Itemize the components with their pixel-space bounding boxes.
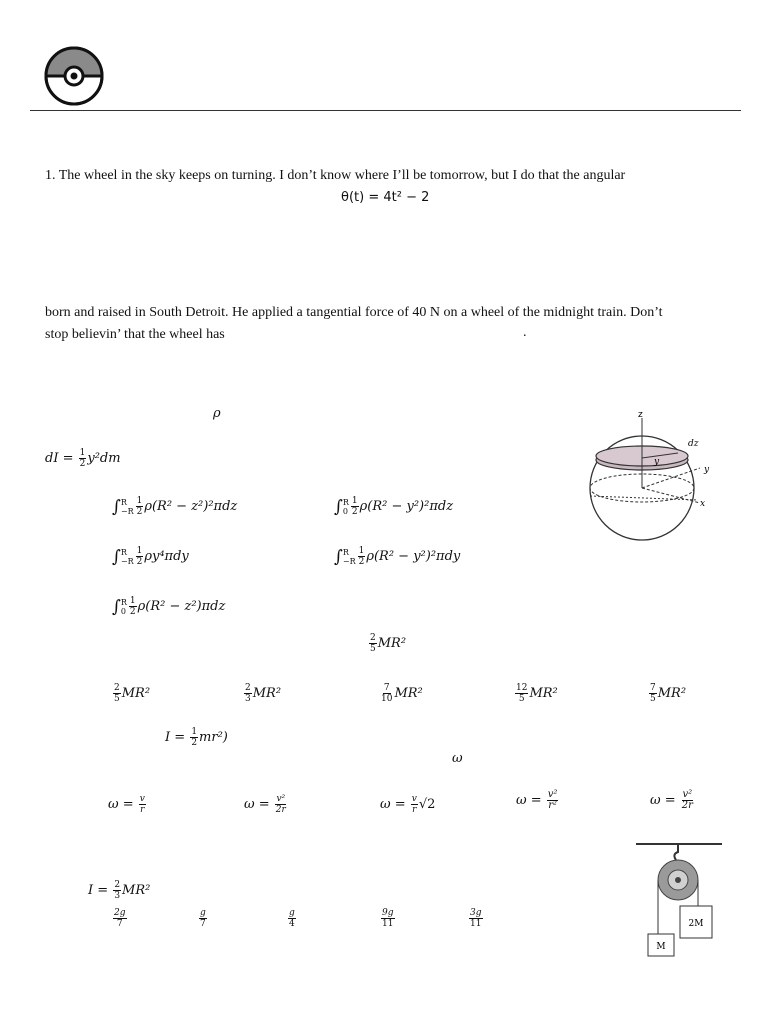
option-e-integral[interactable]: ∫ R 0 $\frac{1}{2}$ ρ(R² − z²)πdz (112, 596, 226, 617)
sphere-label-dz: dz (688, 439, 699, 449)
inertia-option-e[interactable]: $\frac{7}{5}$ MR² (650, 683, 687, 704)
dI-expression: dI = $\frac{1}{2}$ y²dm (45, 448, 121, 469)
inertia-option-a[interactable]: $\frac{2}{5}$ MR² (114, 683, 151, 704)
rho-symbol: ρ (213, 406, 221, 421)
angle-equation: θ(t) = 4t² − 2 (341, 190, 430, 205)
option-a-integral[interactable]: ∫ R −R $\frac{1}{2}$ ρ(R² − z²)²πdz (112, 496, 238, 517)
accel-option-b[interactable]: $\frac{g}{7}$ (200, 908, 206, 929)
omega-symbol: ω (452, 751, 463, 766)
omega-option-d[interactable]: ω = $\frac{\text{v²}}{\text{r²}}$ (516, 789, 558, 811)
sphere-label-z: z (638, 410, 643, 420)
question-1-text: 1. The wheel in the sky keeps on turning. I don’t know where I’ll be tomorrow, but I do that the angular (45, 168, 626, 183)
mass-small-label: M (656, 942, 666, 952)
question-2-line1: born and raised in South Detroit. He applied a tangential force of 40 N on a wheel of the midnight train. Don’t (45, 305, 663, 320)
accel-option-e[interactable]: $\frac{3g}{11}$ (470, 908, 482, 929)
sphere-inertia-answer: $\frac{2}{5}$ MR² (370, 633, 407, 654)
accel-option-a[interactable]: $\frac{2g}{7}$ (114, 908, 126, 929)
omega-option-a[interactable]: ω = $\frac{v}{r}$ (108, 794, 145, 815)
omega-option-c[interactable]: ω = $\frac{v}{r}$ √2 (380, 794, 436, 815)
accel-option-c[interactable]: $\frac{g}{4}$ (289, 908, 295, 929)
option-d-integral[interactable]: ∫ R −R $\frac{1}{2}$ ρ(R² − y²)²πdy (334, 546, 461, 567)
header-rule (30, 110, 741, 111)
pulley-inertia-expression: I = $\frac{2}{3}$ MR² (88, 880, 151, 901)
pokeball-icon (44, 46, 104, 106)
question-2-dot: . (523, 325, 527, 340)
sphere-label-x: x (700, 499, 706, 509)
inertia-option-b[interactable]: $\frac{2}{3}$ MR² (245, 683, 282, 704)
inertia-option-d[interactable]: $\frac{12}{5}$ MR² (516, 683, 558, 704)
omega-option-b[interactable]: ω = $\frac{\text{v²}}{2r}$ (244, 794, 286, 815)
disk-inertia-expression: I = $\frac{1}{2}$ mr²) (165, 727, 228, 748)
sphere-label-y-inner: y (654, 457, 660, 467)
sphere-label-y: y (704, 465, 710, 475)
inertia-option-c[interactable]: $\frac{7}{10}$ MR² (381, 683, 423, 704)
accel-option-d[interactable]: $\frac{9g}{11}$ (382, 908, 394, 929)
option-c-integral[interactable]: ∫ R −R $\frac{1}{2}$ ρy⁴πdy (112, 546, 189, 567)
sphere-diagram (580, 408, 720, 548)
question-2-line2: stop believin’ that the wheel has (45, 327, 225, 342)
option-b-integral[interactable]: ∫ R 0 $\frac{1}{2}$ ρ(R² − y²)²πdz (334, 496, 454, 517)
mass-large-label: 2M (688, 919, 704, 929)
pulley-diagram (634, 840, 724, 960)
omega-option-e[interactable]: ω = $\frac{\text{v²}}{2r}$ (650, 789, 693, 811)
